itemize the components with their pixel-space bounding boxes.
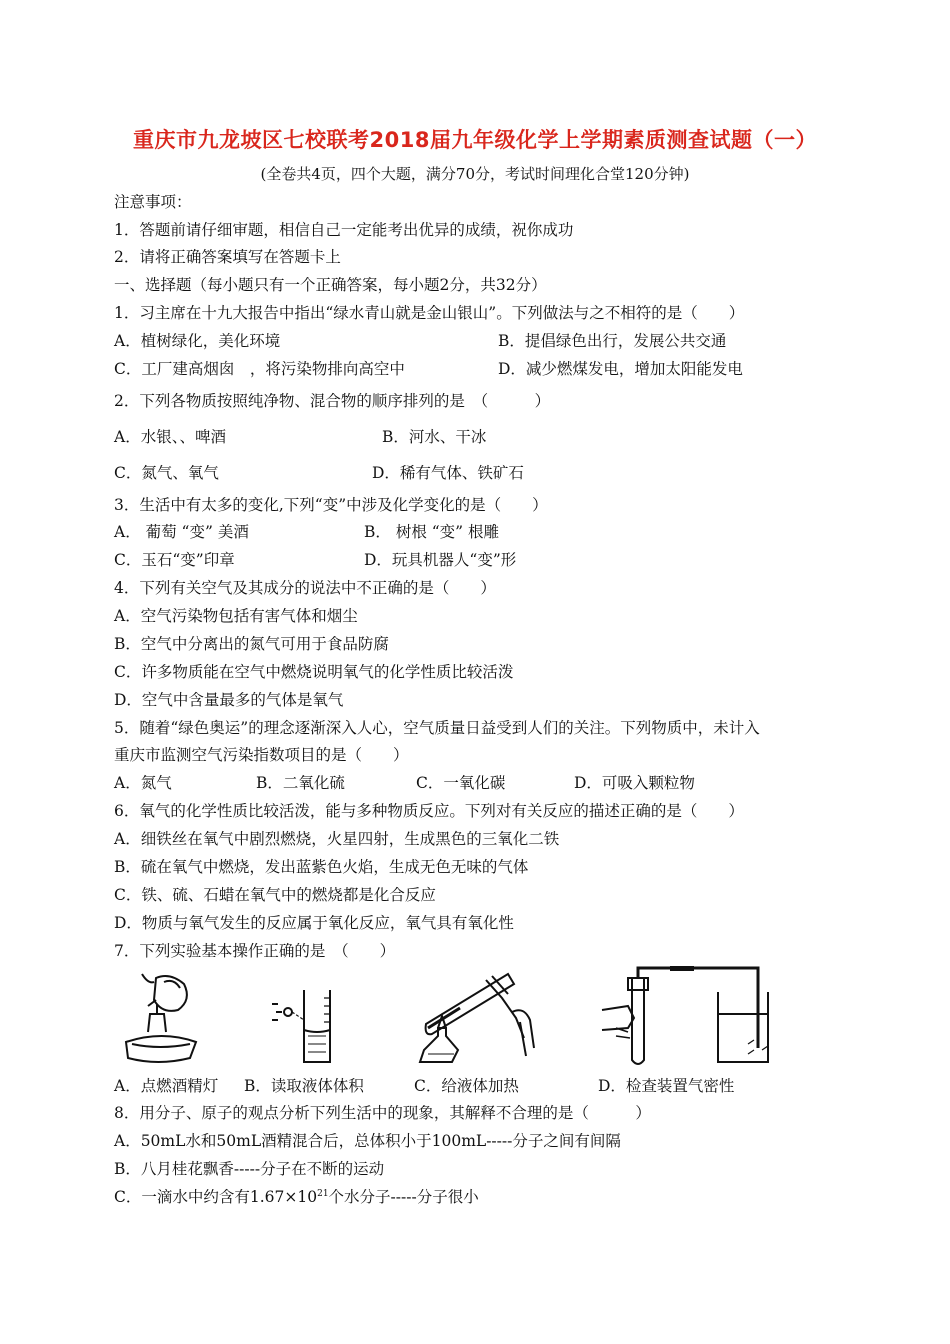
heating-test-tube-figure (416, 966, 544, 1066)
option-d: D．可吸入颗粒物 (574, 774, 695, 792)
option-c: C．一氧化碳 (416, 774, 506, 792)
option-c: C．许多物质能在空气中燃烧说明氧气的化学性质比较活泼 (114, 663, 514, 681)
notes-heading: 注意事项： (114, 193, 192, 211)
option-a: A．空气污染物包括有害气体和烟尘 (114, 607, 358, 625)
option-c-text: C．一滴水中约含有1.67×10 (114, 1188, 318, 1206)
question-stem: 2．下列各物质按照纯净物、混合物的顺序排列的是 （ ） (114, 392, 551, 410)
option-d: D．物质与氧气发生的反应属于氧化反应，氧气具有氧化性 (114, 914, 514, 932)
note-item: 1．答题前请仔细审题，相信自己一定能考出优异的成绩，祝你成功 (114, 221, 574, 239)
option-a: A．水银、、啤酒 (114, 428, 226, 446)
option-c: C．玉石“变”印章 (114, 551, 235, 569)
option-c-exponent: 21 (317, 1188, 329, 1199)
option-a: A．细铁丝在氧气中剧烈燃烧，火星四射，生成黑色的三氧化二铁 (114, 830, 560, 848)
option-d: D．空气中含量最多的气体是氧气 (114, 691, 344, 709)
question-stem: 6．氧气的化学性质比较活泼，能与多种物质反应。下列对有关反应的描述正确的是（ ） (114, 802, 744, 820)
question-stem-cont: 重庆市监测空气污染指数项目的是（ ） (114, 746, 409, 764)
option-a: A．植树绿化，美化环境 (114, 332, 281, 350)
option-a: A．氮气 (114, 774, 172, 792)
option-a: A．点燃酒精灯 (114, 1077, 219, 1095)
option-c: C．工厂建高烟囱 ，将污染物排向高空中 (114, 360, 405, 378)
note-item: 2．请将正确答案填写在答题卡上 (114, 248, 341, 266)
exam-info: (全卷共4页，四个大题，满分70分，考试时间理化合堂120分钟) (260, 165, 690, 183)
option-a: A．50mL水和50mL酒精混合后，总体积小于100mL-----分子之间有间隔 (114, 1132, 621, 1150)
airtightness-check-figure (598, 966, 774, 1070)
option-d: D．减少燃煤发电，增加太阳能发电 (498, 360, 743, 378)
question-stem: 5．随着“绿色奥运”的理念逐渐深入人心，空气质量日益受到人们的关注。下列物质中，未计入 (114, 719, 760, 737)
question-stem: 4．下列有关空气及其成分的说法中不正确的是（ ） (114, 579, 496, 597)
option-d: D．稀有气体、铁矿石 (372, 464, 524, 482)
option-b: B．提倡绿色出行，发展公共交通 (498, 332, 727, 350)
option-c (114, 1187, 479, 1207)
option-c: C．氮气、氧气 (114, 464, 219, 482)
option-b: B．硫在氧气中燃烧，发出蓝紫色火焰，生成无色无味的气体 (114, 858, 529, 876)
question-stem: 7．下列实验基本操作正确的是 （ ） (114, 942, 396, 960)
option-b: B．二氧化硫 (256, 774, 345, 792)
page-title: 重庆市九龙坡区七校联考2018届九年级化学上学期素质测查试题（一） (133, 128, 817, 152)
graduated-cylinder-figure (268, 990, 348, 1065)
option-b: B．八月桂花飘香-----分子在不断的运动 (114, 1160, 385, 1178)
option-c-text-end: 个水分子-----分子很小 (328, 1188, 479, 1206)
option-b: B．读取液体体积 (244, 1077, 364, 1095)
option-c: C．给液体加热 (414, 1077, 519, 1095)
option-b: B．空气中分离出的氮气可用于食品防腐 (114, 635, 389, 653)
option-c: C．铁、硫、石蜡在氧气中的燃烧都是化合反应 (114, 886, 436, 904)
section-heading: 一、选择题（每小题只有一个正确答案，每小题2分，共32分） (114, 276, 547, 294)
question-stem: 1．习主席在十九大报告中指出“绿水青山就是金山银山”。下列做法与之不相符的是（ ） (114, 304, 745, 322)
option-d: D．检查装置气密性 (598, 1077, 735, 1095)
option-b: B．河水、干冰 (382, 428, 487, 446)
question-stem: 3．生活中有太多的变化,下列“变”中涉及化学变化的是（ ） (114, 496, 548, 514)
option-b: B． 树根 “变” 根雕 (364, 523, 500, 541)
alcohol-lamp-figure (118, 970, 208, 1065)
option-a: A． 葡萄 “变” 美酒 (114, 523, 249, 541)
option-d: D．玩具机器人“变”形 (364, 551, 517, 569)
question-stem: 8．用分子、原子的观点分析下列生活中的现象，其解释不合理的是（ ） (114, 1104, 651, 1122)
